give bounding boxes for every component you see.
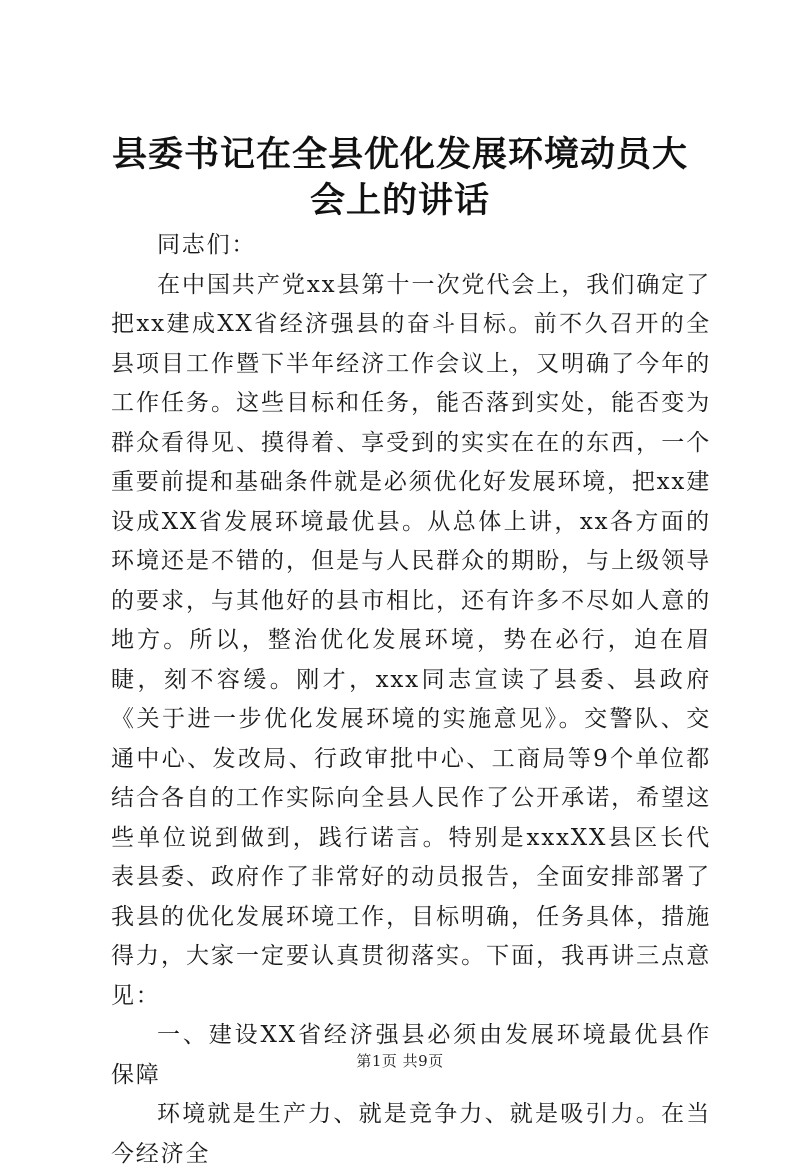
document-body xyxy=(111,226,711,1174)
salutation: 同志们： xyxy=(157,232,257,258)
body-paragraph: 环境就是生产力、就是竞争力、就是吸引力。在当今经济全 xyxy=(111,1101,711,1167)
section-heading: 一、建设XX省经济强县必须由发展环境最优县作保障 xyxy=(111,1022,711,1088)
document-title: 县委书记在全县优化发展环境动员大会上的讲话 xyxy=(111,134,688,221)
page-footer: 第1页 共9页 xyxy=(356,1052,444,1070)
body-paragraph: 在中国共产党xx县第十一次党代会上，我们确定了把xx建成XX省经济强县的奋斗目标。前不久召开的全县项目工作暨下半年经济工作会议上，又明确了今年的工作任务。这些目标和任务，能否落到实处，能否变为群众看得见、摸得着、享受到的实实在在的东西，一个重要前提和基础条件就是必须优化好发展环境，把xx建设成XX省发展环境最优县。从总体上讲，xx各方面的环境还是不错的，但是与人民群众的期盼，与上级领导的要求，与其他好的县市相比，还有许多不尽如人意的地方。所以，整治优化发展环境，势在必行，迫在眉睫，刻不容缓。刚才，xxx同志宣读了县委、县政府《关于进一步优化发展环境的实施意见》。交警队、交通中心、发改局、行政审批中心、工商局等9个单位都结合各自的工作实际向全县人民作了公开承诺，希望这些单位说到做到，践行诺言。特别是xxxXX县区长代表县委、政府作了非常好的动员报告，全面安排部署了我县的优化发展环境工作，目标明确，任务具体，措施得力，大家一定要认真贯彻落实。下面，我再讲三点意见： xyxy=(111,271,711,1009)
